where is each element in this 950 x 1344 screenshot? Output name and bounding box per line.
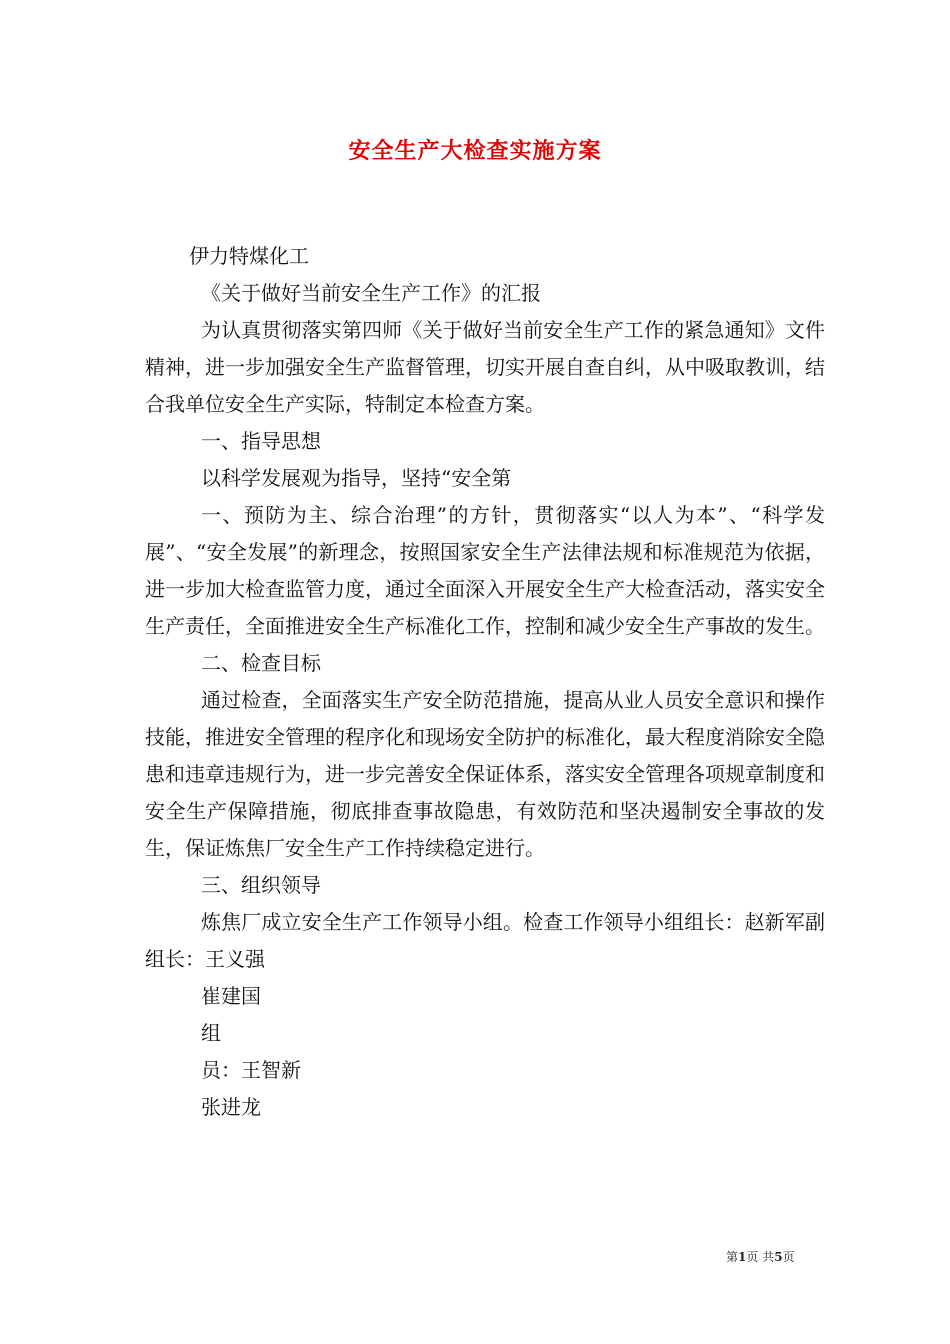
page-footer (726, 1248, 795, 1265)
paragraph-intro: 为认真贯彻落实第四师《关于做好当前安全生产工作的紧急通知》文件精神，进一步加强安全生产监督管理，切实开展自查自纠，从中吸取教训，结合我单位安全生产实际，特制定本检查方案。 (145, 318, 825, 416)
footer-total-pages: 5 (774, 1250, 783, 1264)
paragraph-company: 伊力特煤化工 (189, 244, 309, 268)
member-line: 崔建国 (201, 984, 261, 1008)
document-title: 安全生产大检查实施方案 (348, 138, 602, 164)
footer-suffix: 页 (782, 1250, 795, 1264)
document-body (145, 238, 825, 1126)
member-line: 员：王智新 (201, 1058, 301, 1082)
section-heading-guiding-thought: 一、指导思想 (201, 429, 321, 453)
paragraph-organization: 炼焦厂成立安全生产工作领导小组。检查工作领导小组组长：赵新军副组长：王义强 (145, 910, 825, 971)
paragraph-guiding-lead: 以科学发展观为指导，坚持“安全第 (201, 466, 512, 490)
footer-page-number: 1 (738, 1250, 747, 1264)
footer-prefix: 第 (726, 1250, 739, 1264)
paragraph-inspection-goal: 通过检查，全面落实生产安全防范措施，提高从业人员安全意识和操作技能，推进安全管理的程序化和现场安全防护的标准化，最大程度消除安全隐患和违章违规行为，进一步完善安全保证体系，落实安全管理各项规章制度和安全生产保障措施，彻底排查事故隐患，有效防范和坚决遏制安全事故的发生，保证炼焦厂安全生产工作持续稳定进行。 (145, 688, 825, 860)
footer-mid: 页 共 (746, 1250, 775, 1264)
member-line: 张进龙 (201, 1095, 261, 1119)
paragraph-guiding-body: 一、预防为主、综合治理”的方针，贯彻落实“以人为本”、“科学发展”、“安全发展”的新理念，按照国家安全生产法律法规和标准规范为依据，进一步加大检查监管力度，通过全面深入开展安全生产大检查活动，落实安全生产责任，全面推进安全生产标准化工作，控制和减少安全生产事故的发生。 (145, 503, 825, 638)
paragraph-report-title: 《关于做好当前安全生产工作》的汇报 (201, 281, 541, 305)
section-heading-organization: 三、组织领导 (201, 873, 321, 897)
member-line: 组 (201, 1021, 221, 1045)
section-heading-inspection-goal: 二、检查目标 (201, 651, 321, 675)
